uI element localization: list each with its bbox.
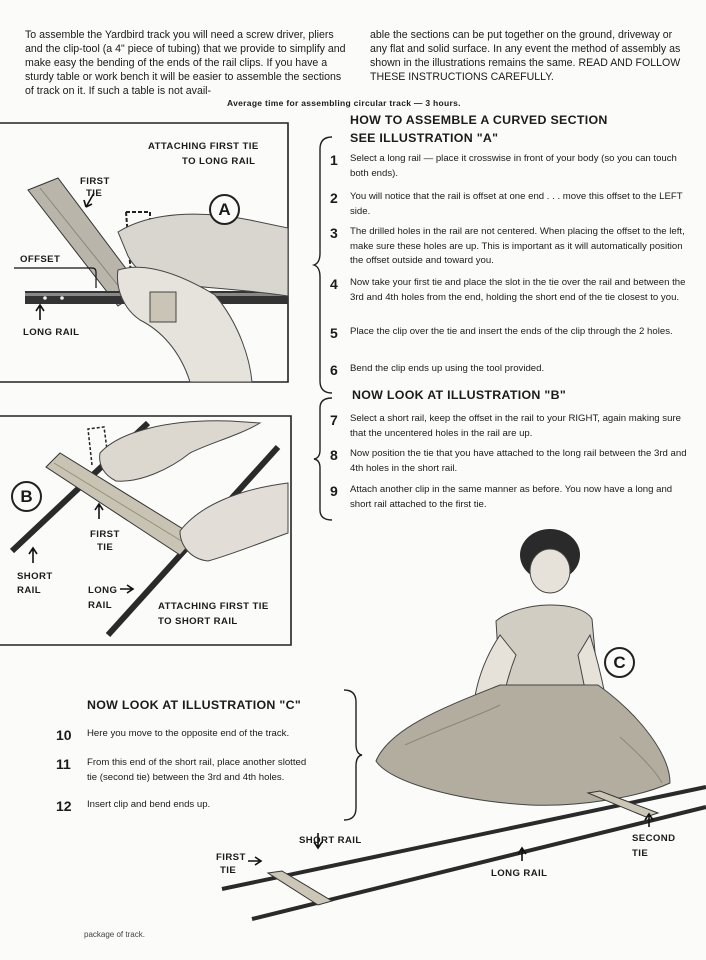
step-text: From this end of the short rail, place another slotted tie (second tie) between the 3rd and 4th holes.: [87, 757, 307, 783]
label-tie: TIE: [86, 188, 103, 199]
illustration-b-caption-line1: ATTACHING FIRST TIE: [158, 601, 269, 612]
step-number: 3: [330, 225, 338, 241]
step-text: Bend the clip ends up using the tool provided.: [350, 363, 545, 374]
illustration-c: [200, 515, 706, 925]
step-number: 1: [330, 152, 338, 168]
step-text: The drilled holes in the rail are not centered. When placing the offset to the left, make sure these holes are up. This is important as it will automatically position the offset outside and toward you.: [350, 226, 685, 266]
step-number: 12: [56, 798, 72, 814]
section2-heading: NOW LOOK AT ILLUSTRATION "B": [352, 388, 567, 402]
step-number: 4: [330, 276, 338, 292]
label-tie: TIE: [220, 865, 237, 876]
step-text: Insert clip and bend ends up.: [87, 799, 211, 810]
step-text: You will notice that the rail is offset at one end . . . move this offset to the LEFT side.: [350, 191, 683, 217]
intro-left-paragraph: To assemble the Yardbird track you will need a screw driver, pliers and the clip-tool (a 4" piece of tubing) that we provide to simplify and make easy the bending of the ends of the rail clips. If you have a sturdy table or work bench it will be easier to assemble the sections of track on it. If such a table is not avail-: [25, 29, 346, 97]
label-rail: RAIL: [88, 600, 112, 611]
section3-heading: NOW LOOK AT ILLUSTRATION "C": [87, 698, 302, 712]
step-text: Now position the tie that you have attached to the long rail between the 3rd and 4th holes in the short rail.: [350, 448, 687, 474]
intro-right-paragraph: able the sections can be put together on the ground, driveway or any flat and solid surface. In any event the method of assembly as shown in the illustrations remains the same. READ AND FOLLOW THESE INSTRUCTIONS CAREFULLY.: [370, 29, 681, 83]
step-text: Select a long rail — place it crosswise in front of your body (so you can touch both ends).: [350, 153, 677, 179]
brace-icon: [314, 135, 334, 395]
step-number: 10: [56, 727, 72, 743]
step-number: 2: [330, 190, 338, 206]
label-long: LONG: [88, 585, 118, 596]
label-long-rail: LONG RAIL: [491, 868, 548, 879]
arrow-icon: [36, 305, 44, 320]
illustration-a-caption-line2: TO LONG RAIL: [182, 156, 256, 167]
section1-heading-line2: SEE ILLUSTRATION "A": [350, 131, 499, 145]
brace-icon: [342, 688, 362, 822]
label-tie: TIE: [97, 542, 114, 553]
illustration-a: [0, 120, 292, 385]
label-long-rail: LONG RAIL: [23, 327, 80, 338]
label-offset: OFFSET: [20, 254, 61, 265]
step-number: 5: [330, 325, 338, 341]
step-number: 8: [330, 447, 338, 463]
label-tie: TIE: [632, 848, 649, 859]
section1-heading-line1: HOW TO ASSEMBLE A CURVED SECTION: [350, 113, 608, 127]
illustration-b-caption-line2: TO SHORT RAIL: [158, 616, 238, 627]
illustration-c-badge: C: [604, 647, 635, 678]
arrow-icon: [95, 504, 103, 519]
step-text: Here you move to the opposite end of the track.: [87, 728, 290, 739]
average-time-note: Average time for assembling circular track — 3 hours.: [227, 98, 461, 108]
step-text: Select a short rail, keep the offset in the rail to your RIGHT, again making sure that the uncentered holes in the rail are up.: [350, 413, 681, 439]
step-number: 6: [330, 362, 338, 378]
illustration-a-badge: A: [209, 194, 240, 225]
illustration-a-caption-line1: ATTACHING FIRST TIE: [148, 141, 259, 152]
illustration-b-badge: B: [11, 481, 42, 512]
step-text: Now take your first tie and place the slot in the tie over the rail and between the 3rd and 4th holes from the end, holding the short end of the tie closest to you.: [350, 277, 686, 303]
label-second: SECOND: [632, 833, 676, 844]
arrow-icon: [248, 857, 261, 865]
footer-text: package of track.: [84, 930, 145, 939]
step-number: 7: [330, 412, 338, 428]
step-text: Place the clip over the tie and insert the ends of the clip through the 2 holes.: [350, 326, 673, 337]
arrow-icon: [29, 548, 37, 563]
label-first: FIRST: [90, 529, 120, 540]
step-number: 11: [56, 756, 71, 772]
label-short: SHORT: [17, 571, 53, 582]
label-rail: RAIL: [17, 585, 41, 596]
illustration-c-figure: [200, 515, 706, 925]
step-number: 9: [330, 483, 338, 499]
label-first: FIRST: [80, 176, 110, 187]
label-first: FIRST: [216, 852, 246, 863]
step-text: Attach another clip in the same manner as before. You now have a long and short rail attached to the first tie.: [350, 484, 673, 510]
label-short-rail: SHORT RAIL: [299, 835, 362, 846]
arrow-icon: [120, 585, 133, 593]
